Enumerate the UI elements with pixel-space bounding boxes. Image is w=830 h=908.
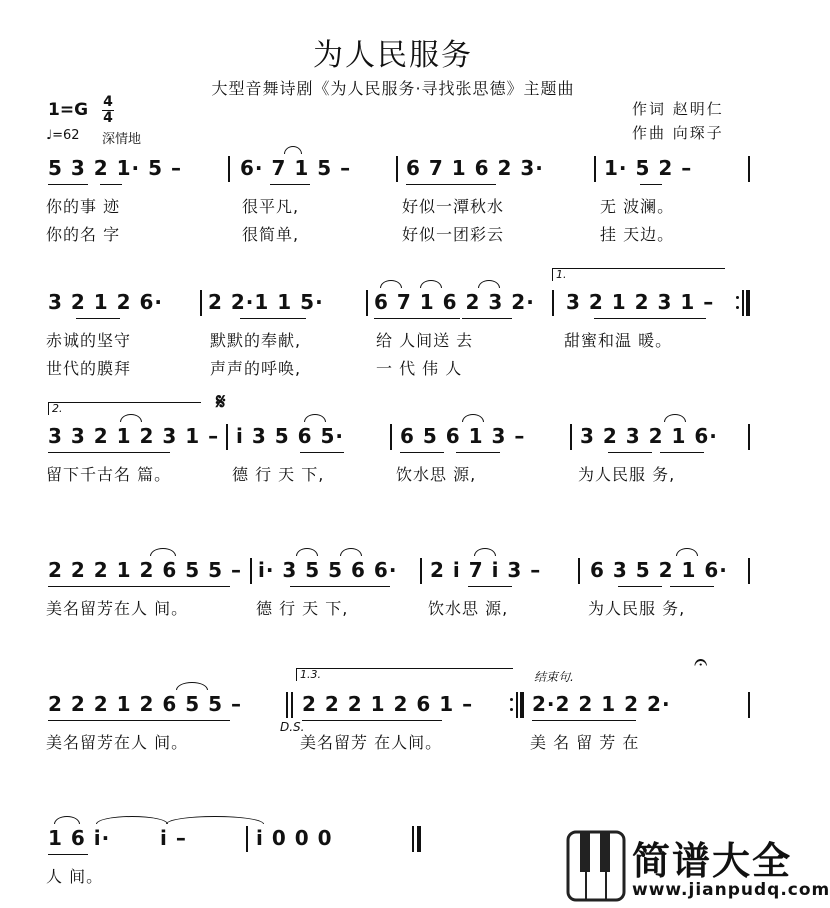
beam-underline <box>670 586 714 587</box>
beam-underline <box>48 720 230 721</box>
barline <box>748 156 750 182</box>
beam-underline <box>48 452 170 453</box>
line2-measure4: 3 2 1 2 3 1 – <box>566 290 715 314</box>
line5-measure2: 2 2 2 1 2 6 1 – <box>302 692 474 716</box>
slur <box>380 280 402 288</box>
double-barline <box>291 692 293 718</box>
line4-lyric1-m3: 饮水思 源, <box>428 599 509 618</box>
line5-lyric1-m1: 美名留芳在人 间。 <box>46 733 189 752</box>
line1-measure3: 6 7 1 6 2 3· <box>406 156 544 180</box>
barline <box>748 692 750 718</box>
slur <box>420 280 442 288</box>
line5-measure1: 2 2 2 1 2 6 5 5 – <box>48 692 243 716</box>
line5-lyric1-m2: 美名留芳 在人间。 <box>300 733 443 752</box>
final-barline <box>412 826 414 852</box>
beam-underline <box>76 318 120 319</box>
beam-underline <box>300 452 344 453</box>
repeat-barline <box>742 290 744 316</box>
barline <box>748 558 750 584</box>
barline <box>226 424 228 450</box>
slur <box>150 548 176 556</box>
beam-underline <box>270 184 310 185</box>
line2-lyric1-m2: 默默的奉献, <box>210 331 302 350</box>
line1-lyric2-m1: 你的名 字 <box>46 225 121 244</box>
line1-lyric1-m2: 很平凡, <box>242 197 300 216</box>
barline <box>366 290 368 316</box>
line4-measure4: 6 3 5 2 1 6· <box>590 558 728 582</box>
line2-lyric1-m1: 赤诚的坚守 <box>46 331 132 350</box>
line4-measure2: i· 3 5 5 6 6· <box>258 558 398 582</box>
site-logo <box>566 828 830 904</box>
slur <box>176 682 208 690</box>
line1-lyric1-m4: 无 波澜。 <box>600 197 675 216</box>
line1-measure4: 1· 5 2 – <box>604 156 693 180</box>
line4-lyric1-m4: 为人民服 务, <box>588 599 686 618</box>
line1-lyric2-m2: 很简单, <box>242 225 300 244</box>
second-ending-bracket <box>48 402 201 415</box>
slur <box>474 548 496 556</box>
beam-underline <box>462 318 512 319</box>
beam-underline <box>660 452 704 453</box>
beam-underline <box>290 586 390 587</box>
line1-measure2: 6· 7 1 5 – <box>240 156 352 180</box>
beam-underline <box>468 586 512 587</box>
line5-lyric1-m3: 美 名 留 芳 在 <box>530 733 640 752</box>
slur <box>676 548 698 556</box>
line1-lyric2-m4: 挂 天边。 <box>600 225 675 244</box>
barline <box>570 424 572 450</box>
barline <box>748 424 750 450</box>
line4-lyric1-m1: 美名留芳在人 间。 <box>46 599 189 618</box>
line2-measure2: 2 2·1 1 5· <box>208 290 324 314</box>
ending-phrase-label: 结束句. <box>534 670 574 684</box>
barline <box>250 558 252 584</box>
line6-measure2: i – <box>160 826 187 850</box>
key-signature: 1=G <box>48 100 89 120</box>
dal-segno-label: D.S. <box>280 720 305 734</box>
barline <box>552 290 554 316</box>
repeat-barline-thick <box>746 290 750 316</box>
lyricist-credit: 作词 赵明仁 <box>632 100 724 118</box>
first-third-ending-label: 1.3. <box>300 668 321 681</box>
slur <box>478 280 500 288</box>
first-ending-bracket <box>552 268 725 281</box>
page-title: 为人民服务 <box>313 38 473 73</box>
beam-underline <box>48 586 230 587</box>
time-signature-bottom: 4 <box>103 110 113 126</box>
repeat-barline-thick <box>520 692 524 718</box>
line3-measure3: 6 5 6 1 3 – <box>400 424 526 448</box>
repeat-dot <box>736 306 739 309</box>
piano-keys-icon <box>566 830 626 902</box>
barline <box>578 558 580 584</box>
line3-lyric1-m4: 为人民服 务, <box>578 465 676 484</box>
logo-title: 简谱大全 <box>632 839 793 883</box>
beam-underline <box>400 452 444 453</box>
barline <box>246 826 248 852</box>
tie <box>96 816 168 824</box>
line5-measure3: 2·2 2 1 2 2· <box>532 692 671 716</box>
time-signature-top: 4 <box>103 94 113 110</box>
beam-underline <box>532 720 636 721</box>
beam-underline <box>594 318 706 319</box>
tie <box>166 816 264 824</box>
page-subtitle: 大型音舞诗剧《为人民服务·寻找张思德》主题曲 <box>211 79 575 98</box>
beam-underline <box>302 720 442 721</box>
line1-lyric1-m3: 好似一潭秋水 <box>402 197 505 216</box>
line2-lyric2-m3: 一 代 伟 人 <box>376 359 463 378</box>
barline <box>390 424 392 450</box>
slur <box>296 548 318 556</box>
line2-measure3: 6 7 1 6 2 3 2· <box>374 290 535 314</box>
line2-measure1: 3 2 1 2 6· <box>48 290 164 314</box>
line3-lyric1-m2: 德 行 天 下, <box>232 465 325 484</box>
beam-underline <box>618 586 662 587</box>
double-barline <box>286 692 288 718</box>
slur <box>340 548 362 556</box>
line3-measure4: 3 2 3 2 1 6· <box>580 424 718 448</box>
second-ending-label: 2. <box>52 402 63 415</box>
beam-underline <box>100 184 122 185</box>
line3-measure1: 3 3 2 1 2 3 1 – <box>48 424 220 448</box>
line4-lyric1-m2: 德 行 天 下, <box>256 599 349 618</box>
beam-underline <box>48 184 88 185</box>
repeat-dot <box>510 708 513 711</box>
beam-underline <box>240 318 306 319</box>
tempo-marking: ♩=62 <box>46 128 80 143</box>
slur <box>304 414 326 422</box>
composer-credit: 作曲 向琛子 <box>632 124 724 142</box>
line1-measure1: 5 3 2 1· 5 – <box>48 156 182 180</box>
barline <box>396 156 398 182</box>
fermata-sign: 𝄐 <box>694 648 708 676</box>
line1-lyric1-m1: 你的事 迹 <box>46 197 121 216</box>
line1-lyric2-m3: 好似一团彩云 <box>402 225 505 244</box>
slur <box>462 414 484 422</box>
fermata-mark <box>284 146 302 154</box>
repeat-dot <box>736 296 739 299</box>
line2-lyric2-m1: 世代的膜拜 <box>46 359 132 378</box>
line3-lyric1-m3: 饮水思 源, <box>396 465 477 484</box>
line2-lyric1-m4: 甜蜜和温 暖。 <box>564 331 673 350</box>
line4-measure3: 2 i 7 i 3 – <box>430 558 542 582</box>
line6-measure3: i 0 0 0 <box>256 826 333 850</box>
expression-marking: 深情地 <box>102 132 142 147</box>
barline <box>420 558 422 584</box>
slur <box>54 816 80 824</box>
beam-underline <box>48 854 88 855</box>
barline <box>228 156 230 182</box>
line2-lyric1-m3: 给 人间送 去 <box>376 331 474 350</box>
beam-underline <box>608 452 652 453</box>
beam-underline <box>406 184 496 185</box>
barline <box>594 156 596 182</box>
final-barline-thick <box>417 826 421 852</box>
line6-lyric1-m1: 人 间。 <box>46 867 104 886</box>
slur <box>120 414 142 422</box>
line3-lyric1-m1: 留下千古名 篇。 <box>46 465 172 484</box>
line6-measure1: 1 6 i· <box>48 826 111 850</box>
beam-underline <box>374 318 460 319</box>
beam-underline <box>456 452 500 453</box>
line3-measure2: i 3 5 6 5· <box>236 424 344 448</box>
line2-lyric2-m2: 声声的呼唤, <box>210 359 302 378</box>
barline <box>200 290 202 316</box>
repeat-dot <box>510 698 513 701</box>
repeat-barline <box>516 692 518 718</box>
line4-measure1: 2 2 2 1 2 6 5 5 – <box>48 558 243 582</box>
first-third-ending-bracket <box>296 668 513 681</box>
slur <box>664 414 686 422</box>
segno-sign: 𝄋 <box>216 390 226 415</box>
time-signature <box>102 96 114 125</box>
beam-underline <box>640 184 662 185</box>
first-ending-label: 1. <box>556 268 567 281</box>
logo-url: www.jianpudq.com <box>632 880 830 900</box>
